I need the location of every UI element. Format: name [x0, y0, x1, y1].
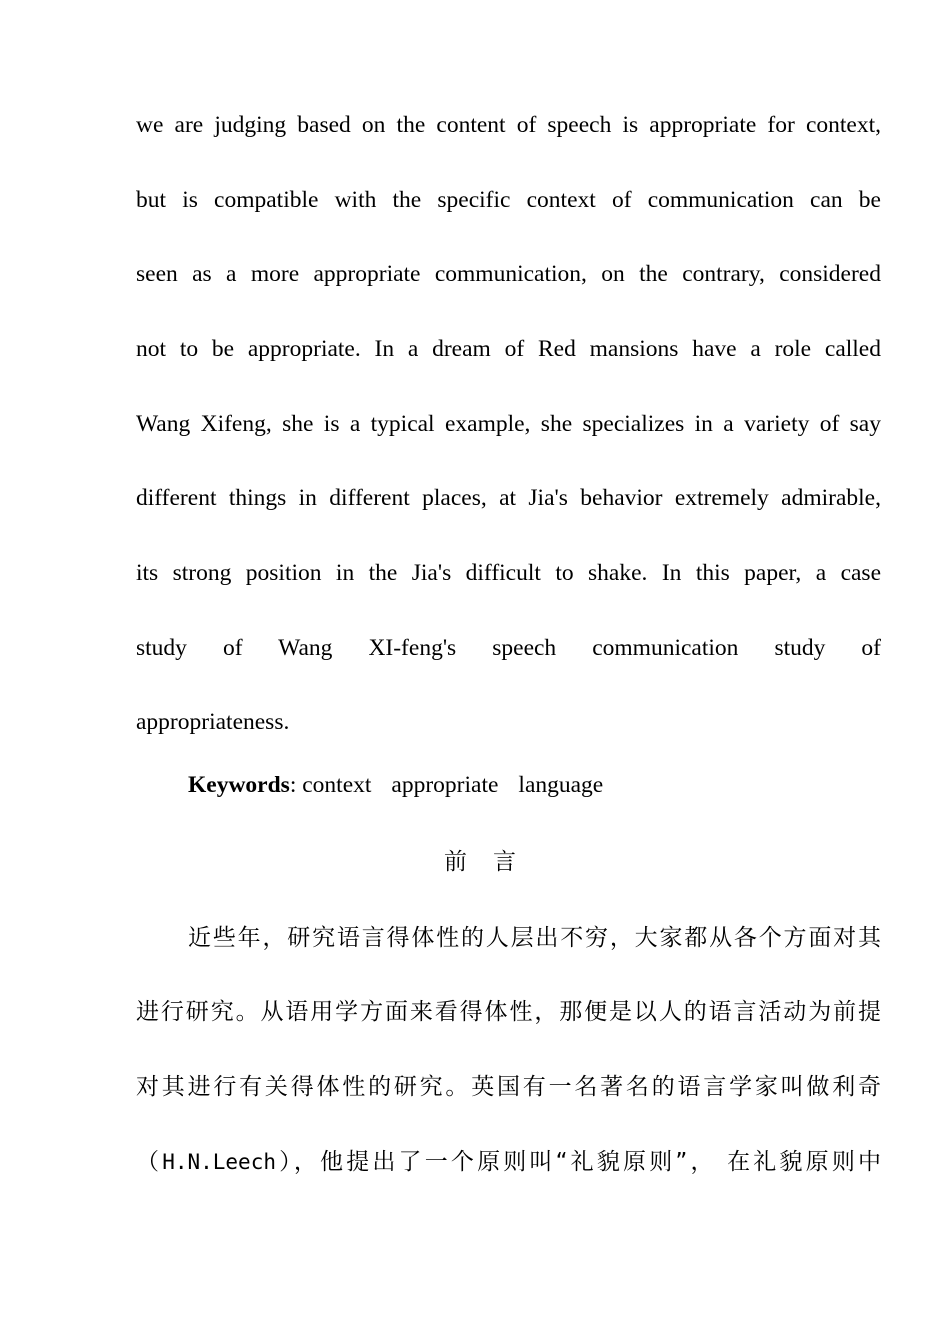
open-paren: （ [136, 1149, 163, 1175]
body-line-1: 近些年，研究语言得体性的人层出不穷，大家都从各个方面对其 [188, 925, 881, 951]
section-heading: 前言 [444, 849, 542, 875]
abstract-line-9: appropriateness. [136, 709, 290, 735]
body-line-2: 进行研究。从语用学方面来看得体性，那便是以人的语言活动为前提 [136, 999, 881, 1025]
body-line-3: 对其进行有关得体性的研究。英国有一名著名的语言学家叫做利奇 [136, 1074, 881, 1100]
body-line-4 [136, 1146, 881, 1178]
abstract-line-3: seen as a more appropriate communication, on the contrary, considered [136, 261, 881, 287]
keywords-separator: : [289, 772, 297, 798]
keyword-term: appropriate [391, 772, 499, 798]
abstract-line-5: Wang Xifeng, she is a typical example, she specializes in a variety of say [136, 411, 881, 437]
abstract-line-4: not to be appropriate. In a dream of Red mansions have a role called [136, 336, 881, 362]
keywords-label: Keywords [188, 772, 290, 798]
keyword-term: language [518, 772, 604, 798]
keyword-term: context [302, 772, 372, 798]
body-line-4-rest: ，他提出了一个原则叫“礼貌原则”， 在礼貌原则中 [293, 1149, 882, 1175]
abstract-line-2: but is compatible with the specific context of communication can be [136, 187, 881, 213]
author-name: H.N.Leech [162, 1150, 276, 1174]
abstract-line-7: its strong position in the Jia's difficult to shake. In this paper, a case [136, 560, 881, 586]
close-paren: ） [275, 1149, 294, 1175]
abstract-line-1: we are judging based on the content of speech is appropriate for context, [136, 112, 881, 138]
abstract-line-8: study of Wang XI-feng's speech communication study of [136, 635, 881, 661]
keywords-line [188, 770, 603, 800]
abstract-line-6: different things in different places, at Jia's behavior extremely admirable, [136, 485, 881, 511]
